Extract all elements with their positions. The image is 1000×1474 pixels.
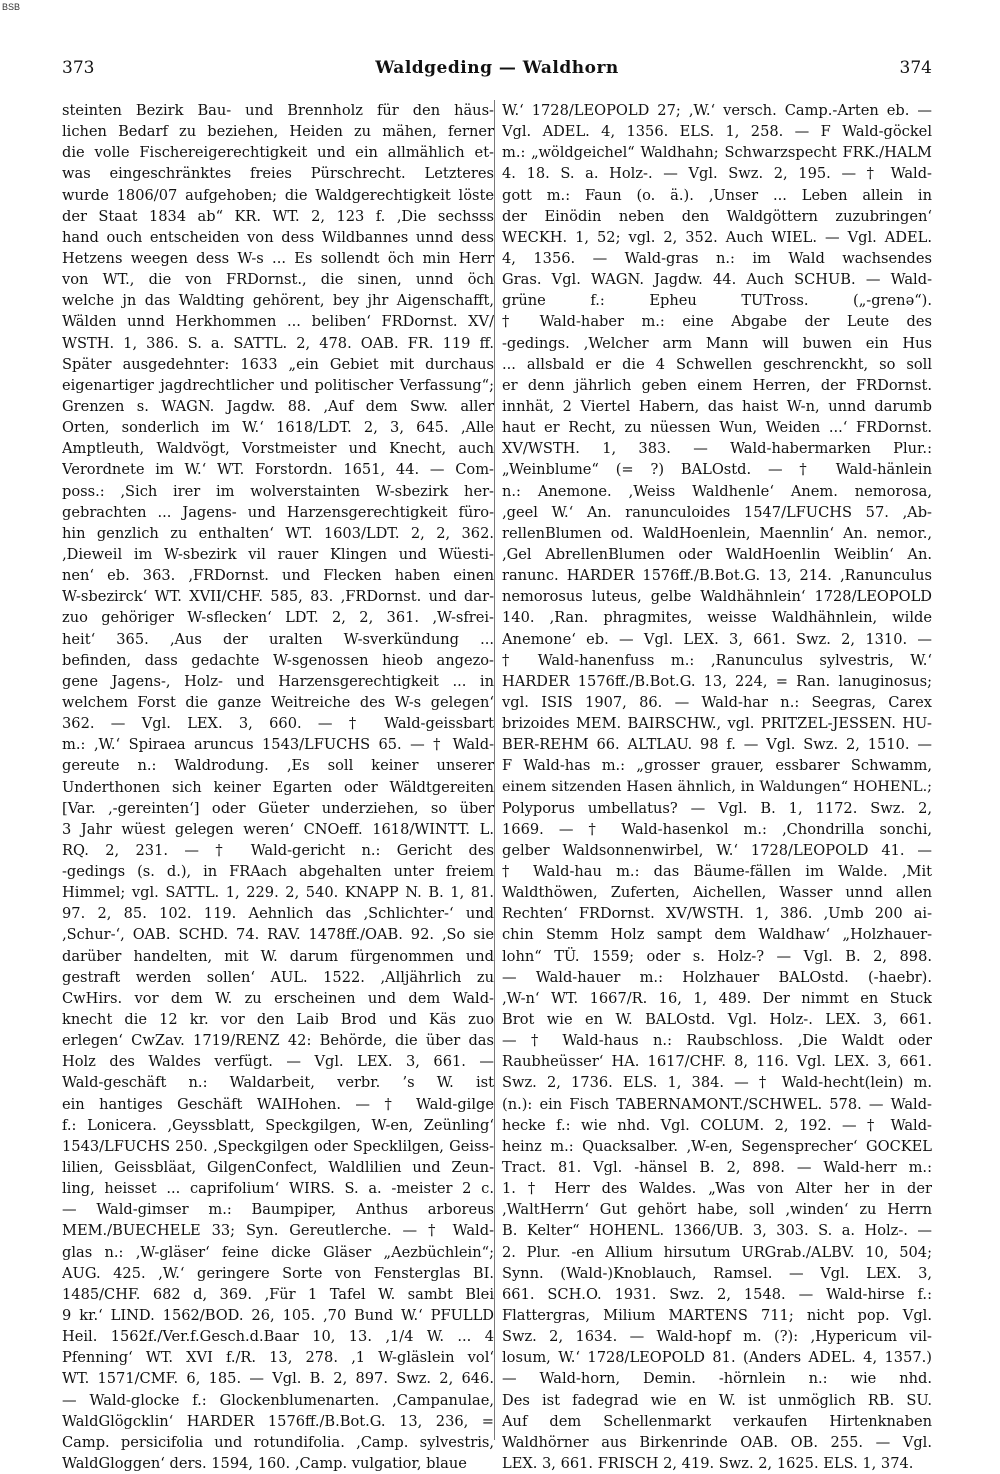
text-line: welche jn das Waldting gehörent, bey jhr Aigenschafft, bbox=[62, 292, 494, 310]
text-line: ‚Dieweil im W-sbezirk vil rauer Klingen und Wüesti- bbox=[62, 545, 494, 563]
text-line: Anemone‘ eb. — Vgl. LEX. 3, 661. Swz. 2, 1310. — bbox=[502, 630, 932, 648]
text-line: lilien, Geissbläat, GilgenConfect, Waldlilien und Zeun- bbox=[62, 1159, 494, 1177]
text-line: grüne f.: Epheu TUTross. („-grenə“). bbox=[502, 292, 932, 310]
text-line: ling, heisset ... caprifolium‘ WIRS. S. a. -meister 2 c. bbox=[62, 1180, 494, 1198]
text-line: Später ausgedehnter: 1633 „ein Gebiet mit durchaus bbox=[62, 355, 494, 373]
text-line: Swz. 2, 1634. — Wald-hopf m. (?): ‚Hypericum vil- bbox=[502, 1328, 932, 1346]
text-line: Wald-geschäft n.: Waldarbeit, verbr. ’s W. ist bbox=[62, 1074, 494, 1092]
text-line: 9 kr.‘ LIND. 1562/BOD. 26, 105. ‚70 Bund W.‘ PFULLD bbox=[62, 1307, 494, 1325]
text-line: vgl. ISIS 1907, 86. — Wald-har n.: Seegras, Carex bbox=[502, 693, 932, 711]
text-line: W.‘ 1728/LEOPOLD 27; ‚W.‘ versch. Camp.-Arten eb. — bbox=[502, 102, 932, 119]
text-line: WaldGlögcklin‘ HARDER 1576ff./B.Bot.G. 13, 236, = bbox=[62, 1412, 494, 1430]
text-line: 1669. — † Wald-hasenkol m.: ‚Chondrilla sonchi, bbox=[502, 820, 932, 838]
text-line: Heil. 1562f./Ver.f.Gesch.d.Baar 10, 13. ‚1/4 W. ... 4 bbox=[62, 1328, 494, 1346]
library-stamp: BSB bbox=[2, 2, 21, 12]
text-line: eigenartiger jagdrechtlicher und politischer Verfassung“; bbox=[62, 376, 494, 394]
text-line: die volle Fischereigerechtigkeit und ein allmählich et- bbox=[62, 144, 494, 162]
text-line: welchem Forst die ganze Weitreiche des W-s gelegen‘ bbox=[62, 693, 494, 711]
text-line: der Staat 1834 ab“ KR. WT. 2, 123 f. ‚Die sechsss bbox=[62, 207, 494, 225]
text-line: [Var. ‚-gereinten‘] oder Güeter underziehen, so über bbox=[62, 799, 494, 817]
text-line: einem sitzenden Hasen ähnlich, in Waldungen“ HOHENL.; bbox=[502, 778, 932, 795]
text-line: — † Wald-haus n.: Raubschloss. ‚Die Waldt oder bbox=[502, 1032, 932, 1050]
text-line: † Wald-hanenfuss m.: ‚Ranunculus sylvestris, W.‘ bbox=[502, 651, 932, 669]
text-line: — Wald-horn, Demin. -hörnlein n.: wie nhd. bbox=[502, 1370, 932, 1388]
text-line: 3 Jahr wüest gelegen weren‘ CNOeff. 1618/WINTT. L. bbox=[62, 820, 494, 838]
text-line: 2. Plur. -en Allium hirsutum URGrab./ALBV. 10, 504; bbox=[502, 1243, 932, 1261]
text-line: was eingeschränktes freies Pürschrecht. Letzteres bbox=[62, 165, 494, 183]
text-line: 1485/CHF. 682 d, 369. ‚Für 1 Tafel W. sambt Blei bbox=[62, 1285, 494, 1303]
text-line: chin Stemm Holz sampt dem Waldhaw‘ „Holzhauer- bbox=[502, 926, 932, 944]
text-line: Auf dem Schellenmarkt verkaufen Hirtenknaben bbox=[502, 1412, 932, 1430]
text-line: gene Jagens-, Holz- und Harzensgerechtigkeit ... in bbox=[62, 672, 494, 690]
text-line: WT. 1571/CMF. 6, 185. — Vgl. B. 2, 897. Swz. 2, 646. bbox=[62, 1370, 494, 1388]
text-line: Orten, sonderlich im W.‘ 1618/LDT. 2, 3, 645. ‚Alle bbox=[62, 419, 494, 437]
text-line: Raubheüsser‘ HA. 1617/CHF. 8, 116. Vgl. LEX. 3, 661. bbox=[502, 1053, 932, 1071]
text-line: Camp. persicifolia und rotundifolia. ‚Camp. sylvestris, bbox=[62, 1433, 494, 1451]
text-line: Brot wie en W. BALOstd. Vgl. Holz-. LEX. 3, 661. bbox=[502, 1011, 932, 1029]
text-line: er denn jährlich geben einem Herren, der FRDornst. bbox=[502, 376, 932, 394]
text-line: — Wald-gimser m.: Baumpiper, Anthus arboreus bbox=[62, 1201, 494, 1219]
text-line: Gras. Vgl. WAGN. Jagdw. 44. Auch SCHUB. — Wald- bbox=[502, 271, 932, 289]
text-line: steinten Bezirk Bau- und Brennholz für den häus- bbox=[62, 102, 494, 119]
text-line: poss.: ‚Sich irer im wolverstainten W-sbezirk her- bbox=[62, 482, 494, 500]
text-line: WaldGloggen‘ ders. 1594, 160. ‚Camp. vulgatior, blaue bbox=[62, 1455, 467, 1472]
text-line: 4, 1356. — Wald-gras n.: im Wald wachsendes bbox=[502, 249, 932, 267]
right-column bbox=[502, 100, 932, 1474]
text-line: Himmel; vgl. SATTL. 1, 229. 2, 540. KNAPP N. B. 1, 81. bbox=[62, 884, 494, 902]
text-line: Hetzens weegen dess W-s ... Es sollendt öch min Herr bbox=[62, 249, 494, 267]
text-line: Des ist fadegrad wie en W. ist unmöglich RB. SU. bbox=[502, 1391, 932, 1409]
text-line: gebrachten ... Jagens- und Harzensgerechtigkeit füro- bbox=[62, 503, 494, 521]
text-line: XV/WSTH. 1, 383. — Wald-habermarken Plur.: bbox=[502, 440, 932, 458]
text-line: Swz. 2, 1736. ELS. 1, 384. — † Wald-hecht(lein) m. bbox=[502, 1074, 932, 1092]
text-line: rellenBlumen od. WaldHoenlein, Maennlin‘ An. nemor., bbox=[502, 524, 932, 542]
text-line: Polyporus umbellatus? — Vgl. B. 1, 1172. Swz. 2, bbox=[502, 799, 932, 817]
text-line: wurde 1806/07 aufgehoben; die Waldgerechtigkeit löste bbox=[62, 186, 494, 204]
text-line: von WT., die von FRDornst., die sinen, unnd öch bbox=[62, 271, 494, 289]
text-line: haut er Recht, zu nüessen Wun, Weiden ...‘ FRDornst. bbox=[502, 419, 932, 437]
text-line: † Wald-hau m.: das Bäume-fällen im Walde. ‚Mit bbox=[502, 863, 932, 881]
text-line: ein hantiges Geschäft WAIHohen. — † Wald-gilge bbox=[62, 1095, 494, 1113]
text-line: ... allsbald er die 4 Schwellen geschrenckht, so soll bbox=[502, 355, 932, 373]
text-line: 97. 2, 85. 102. 119. Aehnlich das ‚Schlichter-‘ und bbox=[62, 905, 494, 923]
text-line: LEX. 3, 661. FRISCH 2, 419. Swz. 2, 1625. ELS. 1, 374. bbox=[502, 1455, 914, 1472]
text-line: befinden, dass gedachte W-sgenossen hieob angezo- bbox=[62, 651, 494, 669]
text-line: Verordnete im W.‘ WT. Forstordn. 1651, 44. — Com- bbox=[62, 461, 494, 479]
text-line: brizoides MEM. BAIRSCHW., vgl. PRITZEL-JESSEN. HU- bbox=[502, 715, 932, 733]
text-line: der Einödin neben den Waldgöttern zuzubringen‘ bbox=[502, 207, 932, 225]
text-line: Rechten‘ FRDornst. XV/WSTH. 1, 386. ‚Umb 200 ai- bbox=[502, 905, 932, 923]
text-line: Wälden unnd Herkhommen ... beliben‘ FRDornst. XV/ bbox=[62, 313, 494, 331]
text-line: hand ouch entscheiden von dess Wildbannes unnd dess bbox=[62, 228, 494, 246]
text-line: gelber Waldsonnenwirbel, W.‘ 1728/LEOPOLD 41. — bbox=[502, 841, 932, 859]
text-line: — Wald-glocke f.: Glockenblumenarten. ‚Campanulae, bbox=[62, 1391, 494, 1409]
text-line: gott m.: Faun (o. ä.). ‚Unser ... Leben allein in bbox=[502, 186, 932, 204]
text-line: heinz m.: Quacksalber. ‚W-en, Segensprecher‘ GOCKEL bbox=[502, 1137, 932, 1155]
text-line: RQ. 2, 231. — † Wald-gericht n.: Gericht des bbox=[62, 841, 494, 859]
text-line: MEM./BUECHELE 33; Syn. Gereutlerche. — † Wald- bbox=[62, 1222, 494, 1240]
text-line: Waldthöwen, Zuferten, Aichellen, Wasser unnd allen bbox=[502, 884, 932, 902]
text-line: losum, W.‘ 1728/LEOPOLD 81. (Anders ADEL. 4, 1357.) bbox=[502, 1349, 932, 1367]
text-line: m.: „wöldgeichel“ Waldhahn; Schwarzspecht FRK./HALM bbox=[502, 144, 932, 162]
text-line: ‚WaltHerrn‘ Gut gehört habe, soll ‚winden‘ zu Herrn bbox=[502, 1201, 932, 1219]
text-line: ranunc. HARDER 1576ff./B.Bot.G. 13, 214. ‚Ranunculus bbox=[502, 567, 932, 585]
text-line: CwHirs. vor dem W. zu erscheinen und dem Wald- bbox=[62, 989, 494, 1007]
text-line: „Weinblume“ (= ?) BALOstd. — † Wald-hänlein bbox=[502, 461, 932, 479]
text-line: Holz des Waldes verfügt. — Vgl. LEX. 3, 661. — bbox=[62, 1053, 494, 1071]
text-line: B. Kelter“ HOHENL. 1366/UB. 3, 303. S. a. Holz-. — bbox=[502, 1222, 932, 1240]
text-line: 4. 18. S. a. Holz-. — Vgl. Swz. 2, 195. — † Wald- bbox=[502, 165, 932, 183]
text-line: ‚Gel AbrellenBlumen oder WaldHoenlin Weiblin‘ An. bbox=[502, 545, 932, 563]
text-line: BER-REHM 66. ALTLAU. 98 f. — Vgl. Swz. 2, 1510. — bbox=[502, 736, 932, 754]
text-line: -gedings. ‚Welcher arm Mann will buwen ein Hus bbox=[502, 334, 932, 352]
text-line: ‚Schur-‘, OAB. SCHD. 74. RAV. 1478ff./OAB. 92. ‚So sie bbox=[62, 926, 494, 944]
text-line: nen‘ eb. 363. ‚FRDornst. und Flecken haben einen bbox=[62, 567, 494, 585]
text-line: Flattergras, Milium MARTENS 711; nicht pop. Vgl. bbox=[502, 1307, 932, 1325]
page-number-left: 373 bbox=[62, 58, 95, 78]
text-line: nemorosus luteus, gelbe Waldhähnlein‘ 1728/LEOPOLD bbox=[502, 588, 932, 606]
text-line: -gedings (s. d.), in FRAach abgehalten unter freiem bbox=[62, 863, 494, 881]
text-line: — Wald-hauer m.: Holzhauer BALOstd. (-haebr). bbox=[502, 968, 932, 986]
text-line: gereute n.: Waldrodung. ‚Es soll keiner unserer bbox=[62, 757, 494, 775]
text-line: WSTH. 1, 386. S. a. SATTL. 2, 478. OAB. FR. 119 ff. bbox=[62, 334, 494, 352]
text-line: 140. ‚Ran. phragmites, weisse Waldhähnlein, wilde bbox=[502, 609, 932, 627]
text-line: 661. SCH.O. 1931. Swz. 2, 1548. — Wald-hirse f.: bbox=[502, 1285, 932, 1303]
text-line: Tract. 81. Vgl. -hänsel B. 2, 898. — Wald-herr m.: bbox=[502, 1159, 932, 1177]
text-line: erlegen‘ CwZav. 1719/RENZ 42: Behörde, die über das bbox=[62, 1032, 494, 1050]
text-line: Grenzen s. WAGN. Jagdw. 88. ‚Auf dem Sww. aller bbox=[62, 397, 494, 415]
text-line: glas n.: ‚W-gläser‘ feine dicke Gläser „Aezbüchlein“; bbox=[62, 1243, 494, 1261]
text-line: Underthonen sich keiner Egarten oder Wäldtgereiten bbox=[62, 778, 494, 796]
text-line: 1543/LFUCHS 250. ‚Speckgilgen oder Specklilgen, Geiss- bbox=[62, 1137, 494, 1155]
text-line: hin genzlich zu enthalten‘ WT. 1603/LDT. 2, 2, 362. bbox=[62, 524, 494, 542]
text-line: Pfenning‘ WT. XVI f./R. 13, 278. ‚1 W-gläslein vol‘ bbox=[62, 1349, 494, 1367]
running-title: Waldgeding — Waldhorn bbox=[375, 58, 619, 78]
text-line: gestraft werden sollen‘ AUL. 1522. ‚Alljährlich zu bbox=[62, 968, 494, 986]
text-line: hecke f.: wie nhd. Vgl. COLUM. 2, 192. — † Wald- bbox=[502, 1116, 932, 1134]
text-line: Amptleuth, Waldvögt, Vorstmeister und Knecht, auch bbox=[62, 440, 494, 458]
text-line: darüber handelten, mit W. darum fürgenommen und bbox=[62, 947, 494, 965]
text-line: f.: Lonicera. ‚Geyssblatt, Speckgilgen, W-en, Zeünling‘ bbox=[62, 1116, 494, 1134]
text-line: m.: ‚W.‘ Spiraea aruncus 1543/LFUCHS 65. — † Wald- bbox=[62, 736, 494, 754]
text-line: F Wald-has m.: „grosser grauer, essbarer Schwamm, bbox=[502, 757, 932, 775]
text-line: HARDER 1576ff./B.Bot.G. 13, 224, = Ran. lanuginosus; bbox=[502, 672, 932, 690]
text-line: Waldhörner aus Birkenrinde OAB. OB. 255. — Vgl. bbox=[502, 1433, 932, 1451]
column-divider bbox=[494, 100, 495, 1440]
text-line: heit‘ 365. ‚Aus der uralten W-sverkündung ... bbox=[62, 630, 494, 648]
text-line: 1. † Herr des Waldes. „Was von Alter her in der bbox=[502, 1180, 932, 1198]
text-line: lichen Bedarf zu beziehen, Heiden zu mähen, ferner bbox=[62, 123, 494, 141]
text-line: † Wald-haber m.: eine Abgabe der Leute des bbox=[502, 313, 932, 331]
text-line: innhät, 2 Viertel Habern, das haist W-n, unnd darumb bbox=[502, 397, 932, 415]
text-line: (n.): ein Fisch TABERNAMONT./SCHWEL. 578. — Wald- bbox=[502, 1095, 932, 1113]
page-header bbox=[62, 58, 932, 80]
text-line: ‚geel W.‘ An. ranunculoides 1547/LFUCHS 57. ‚Ab- bbox=[502, 503, 932, 521]
text-line: lohn“ TÜ. 1559; oder s. Holz-? — Vgl. B. 2, 898. bbox=[502, 947, 932, 965]
text-line: Synn. (Wald-)Knoblauch, Ramsel. — Vgl. LEX. 3, bbox=[502, 1264, 932, 1282]
text-line: AUG. 425. ‚W.‘ geringere Sorte von Fensterglas BI. bbox=[62, 1264, 494, 1282]
page-number-right: 374 bbox=[899, 58, 932, 78]
text-line: ‚W-n‘ WT. 1667/R. 16, 1, 489. Der nimmt en Stuck bbox=[502, 989, 932, 1007]
text-line: Vgl. ADEL. 4, 1356. ELS. 1, 258. — F Wald-göckel bbox=[502, 123, 932, 141]
text-line: n.: Anemone. ‚Weiss Waldhenle‘ Anem. nemorosa, bbox=[502, 482, 932, 500]
text-line: WECKH. 1, 52; vgl. 2, 352. Auch WIEL. — Vgl. ADEL. bbox=[502, 228, 932, 246]
text-line: W-sbezirck‘ WT. XVII/CHF. 585, 83. ‚FRDornst. und dar- bbox=[62, 588, 494, 606]
left-column bbox=[62, 100, 494, 1474]
text-line: zuo gehöriger W-sflecken‘ LDT. 2, 2, 361. ‚W-sfrei- bbox=[62, 609, 494, 627]
text-line: knecht die 12 kr. vor den Laib Brod und Käs zuo bbox=[62, 1011, 494, 1029]
text-line: 362. — Vgl. LEX. 3, 660. — † Wald-geissbart bbox=[62, 715, 494, 733]
